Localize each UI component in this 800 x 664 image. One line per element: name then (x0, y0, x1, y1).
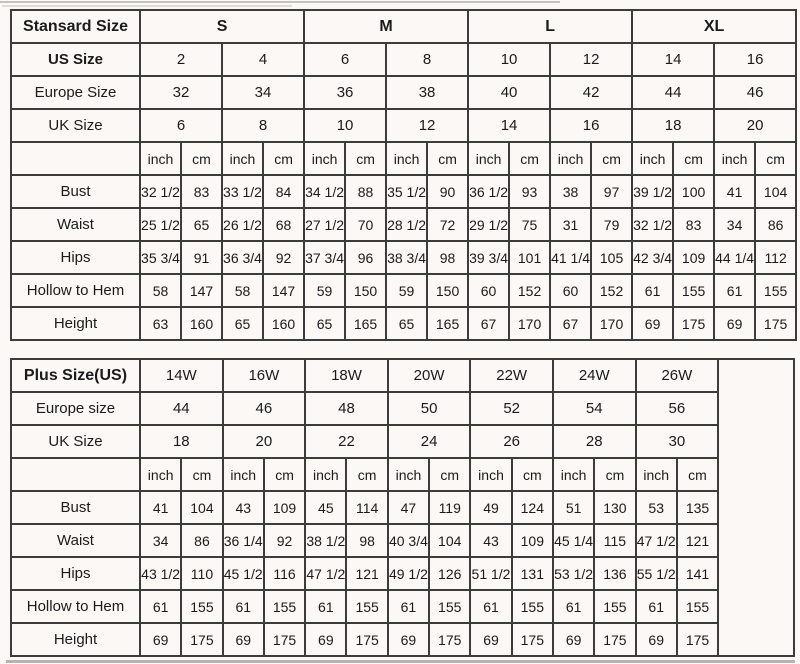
plus-size-cell: 20W (388, 359, 471, 392)
unit-header-cell: cm (427, 142, 468, 175)
row-label-height: Height (11, 623, 140, 656)
table-row (11, 590, 794, 623)
unit-header-cell: inch (468, 142, 509, 175)
height-value-cell: 170 (591, 307, 632, 340)
row-label-hollow-to-hem: Hollow to Hem (11, 590, 140, 623)
waist-value-cell: 109 (512, 524, 553, 557)
hips-value-cell: 101 (509, 241, 550, 274)
standard-table-title: Stansard Size (11, 10, 140, 43)
bust-value-cell: 100 (673, 175, 714, 208)
height-value-cell: 165 (427, 307, 468, 340)
hips-value-cell: 91 (181, 241, 222, 274)
table-row (11, 10, 796, 43)
row-label-hips: Hips (11, 241, 140, 274)
waist-value-cell: 75 (509, 208, 550, 241)
uk-size-cell: 10 (304, 109, 386, 142)
uk-size-cell: 14 (468, 109, 550, 142)
hips-value-cell: 42 3/4 (632, 241, 673, 274)
waist-value-cell: 31 (550, 208, 591, 241)
table-row (11, 524, 794, 557)
waist-value-cell: 25 1/2 (140, 208, 181, 241)
hollow-to-hem-value-cell: 61 (632, 274, 673, 307)
europe-size-cell: 44 (632, 76, 714, 109)
bust-value-cell: 90 (427, 175, 468, 208)
unit-header-cell: inch (636, 458, 677, 491)
hollow-to-hem-value-cell: 147 (263, 274, 304, 307)
plus-table-title: Plus Size(US) (11, 359, 140, 392)
hollow-to-hem-value-cell: 61 (470, 590, 511, 623)
unit-header-cell: inch (304, 142, 345, 175)
height-value-cell: 175 (264, 623, 305, 656)
waist-value-cell: 34 (714, 208, 755, 241)
hollow-to-hem-value-cell: 155 (594, 590, 635, 623)
height-value-cell: 65 (304, 307, 345, 340)
unit-header-cell: inch (222, 142, 263, 175)
scan-artifact-top-smudge (2, 5, 292, 7)
bust-value-cell: 93 (509, 175, 550, 208)
waist-value-cell: 65 (181, 208, 222, 241)
height-value-cell: 165 (345, 307, 386, 340)
bust-value-cell: 39 1/2 (632, 175, 673, 208)
hips-value-cell: 105 (591, 241, 632, 274)
bust-value-cell: 33 1/2 (222, 175, 263, 208)
bust-value-cell: 41 (714, 175, 755, 208)
hips-value-cell: 126 (429, 557, 470, 590)
unit-header-cell: cm (512, 458, 553, 491)
row-label-hollow-to-hem: Hollow to Hem (11, 274, 140, 307)
unit-header-cell: inch (140, 458, 181, 491)
europe-size-cell: 44 (140, 392, 223, 425)
unit-header-cell: inch (386, 142, 427, 175)
height-value-cell: 69 (470, 623, 511, 656)
empty-trailing-cell (718, 359, 794, 656)
height-value-cell: 69 (553, 623, 594, 656)
uk-size-cell: 28 (553, 425, 636, 458)
hollow-to-hem-value-cell: 152 (509, 274, 550, 307)
height-value-cell: 63 (140, 307, 181, 340)
europe-size-cell: 46 (714, 76, 796, 109)
unit-header-cell: cm (181, 458, 222, 491)
hips-value-cell: 35 3/4 (140, 241, 181, 274)
table-row (11, 274, 796, 307)
hips-value-cell: 112 (755, 241, 796, 274)
waist-value-cell: 86 (181, 524, 222, 557)
bust-value-cell: 109 (264, 491, 305, 524)
unit-header-cell: cm (509, 142, 550, 175)
row-label-units-blank (11, 142, 140, 175)
waist-value-cell: 92 (264, 524, 305, 557)
europe-size-cell: 42 (550, 76, 632, 109)
europe-size-cell: 38 (386, 76, 468, 109)
height-value-cell: 69 (632, 307, 673, 340)
size-group-cell: M (304, 10, 468, 43)
hollow-to-hem-value-cell: 150 (427, 274, 468, 307)
unit-header-cell: cm (673, 142, 714, 175)
hips-value-cell: 98 (427, 241, 468, 274)
unit-header-cell: cm (264, 458, 305, 491)
uk-size-cell: 30 (636, 425, 719, 458)
bust-value-cell: 104 (755, 175, 796, 208)
us-size-cell: 2 (140, 43, 222, 76)
hollow-to-hem-value-cell: 61 (223, 590, 264, 623)
unit-header-cell: inch (223, 458, 264, 491)
row-label-waist: Waist (11, 208, 140, 241)
uk-size-cell: 12 (386, 109, 468, 142)
europe-size-cell: 40 (468, 76, 550, 109)
height-value-cell: 175 (594, 623, 635, 656)
bust-value-cell: 83 (181, 175, 222, 208)
bust-value-cell: 97 (591, 175, 632, 208)
bust-value-cell: 84 (263, 175, 304, 208)
height-value-cell: 69 (714, 307, 755, 340)
europe-size-cell: 36 (304, 76, 386, 109)
uk-size-cell: 22 (305, 425, 388, 458)
unit-header-cell: inch (550, 142, 591, 175)
hips-value-cell: 55 1/2 (636, 557, 677, 590)
table-row (11, 392, 794, 425)
bust-value-cell: 34 1/2 (304, 175, 345, 208)
height-value-cell: 67 (550, 307, 591, 340)
height-value-cell: 69 (140, 623, 181, 656)
row-label-europe-size: Europe Size (11, 76, 140, 109)
hips-value-cell: 53 1/2 (553, 557, 594, 590)
hips-value-cell: 116 (264, 557, 305, 590)
waist-value-cell: 28 1/2 (386, 208, 427, 241)
waist-value-cell: 40 3/4 (388, 524, 429, 557)
waist-value-cell: 79 (591, 208, 632, 241)
row-label-uk-size: UK Size (11, 425, 140, 458)
table-row (11, 142, 796, 175)
height-value-cell: 175 (512, 623, 553, 656)
hips-value-cell: 45 1/2 (223, 557, 264, 590)
waist-value-cell: 104 (429, 524, 470, 557)
hollow-to-hem-value-cell: 155 (429, 590, 470, 623)
table-row (11, 359, 794, 392)
waist-value-cell: 34 (140, 524, 181, 557)
waist-value-cell: 29 1/2 (468, 208, 509, 241)
table-row (11, 557, 794, 590)
waist-value-cell: 26 1/2 (222, 208, 263, 241)
bust-value-cell: 51 (553, 491, 594, 524)
unit-header-cell: cm (181, 142, 222, 175)
row-label-europe-size: Europe size (11, 392, 140, 425)
bust-value-cell: 32 1/2 (140, 175, 181, 208)
unit-header-cell: inch (470, 458, 511, 491)
hollow-to-hem-value-cell: 155 (346, 590, 387, 623)
waist-value-cell: 47 1/2 (636, 524, 677, 557)
hollow-to-hem-value-cell: 155 (755, 274, 796, 307)
table-row (11, 425, 794, 458)
height-value-cell: 160 (263, 307, 304, 340)
waist-value-cell: 83 (673, 208, 714, 241)
hips-value-cell: 43 1/2 (140, 557, 181, 590)
waist-value-cell: 72 (427, 208, 468, 241)
us-size-cell: 10 (468, 43, 550, 76)
bust-value-cell: 130 (594, 491, 635, 524)
height-value-cell: 67 (468, 307, 509, 340)
height-value-cell: 170 (509, 307, 550, 340)
height-value-cell: 69 (636, 623, 677, 656)
table-row (11, 241, 796, 274)
hips-value-cell: 49 1/2 (388, 557, 429, 590)
plus-size-cell: 24W (553, 359, 636, 392)
uk-size-cell: 26 (470, 425, 553, 458)
row-label-uk-size: UK Size (11, 109, 140, 142)
height-value-cell: 175 (429, 623, 470, 656)
us-size-cell: 14 (632, 43, 714, 76)
plus-size-table (10, 358, 795, 657)
hips-value-cell: 39 3/4 (468, 241, 509, 274)
bust-value-cell: 35 1/2 (386, 175, 427, 208)
hollow-to-hem-value-cell: 60 (468, 274, 509, 307)
us-size-cell: 8 (386, 43, 468, 76)
hollow-to-hem-value-cell: 58 (140, 274, 181, 307)
europe-size-cell: 34 (222, 76, 304, 109)
uk-size-cell: 24 (388, 425, 471, 458)
size-group-cell: L (468, 10, 632, 43)
plus-size-cell: 18W (305, 359, 388, 392)
europe-size-cell: 56 (636, 392, 719, 425)
hollow-to-hem-value-cell: 155 (673, 274, 714, 307)
hips-value-cell: 136 (594, 557, 635, 590)
europe-size-cell: 32 (140, 76, 222, 109)
waist-value-cell: 86 (755, 208, 796, 241)
table-row (11, 43, 796, 76)
europe-size-cell: 48 (305, 392, 388, 425)
hollow-to-hem-value-cell: 61 (636, 590, 677, 623)
unit-header-cell: inch (553, 458, 594, 491)
uk-size-cell: 8 (222, 109, 304, 142)
hollow-to-hem-value-cell: 61 (388, 590, 429, 623)
bust-value-cell: 36 1/2 (468, 175, 509, 208)
hollow-to-hem-value-cell: 61 (305, 590, 346, 623)
hollow-to-hem-value-cell: 60 (550, 274, 591, 307)
bust-value-cell: 41 (140, 491, 181, 524)
table-row (11, 109, 796, 142)
hollow-to-hem-value-cell: 155 (512, 590, 553, 623)
plus-size-cell: 16W (223, 359, 306, 392)
europe-size-cell: 50 (388, 392, 471, 425)
row-label-us-size: US Size (11, 43, 140, 76)
hollow-to-hem-value-cell: 58 (222, 274, 263, 307)
bust-value-cell: 119 (429, 491, 470, 524)
uk-size-cell: 18 (632, 109, 714, 142)
waist-value-cell: 98 (346, 524, 387, 557)
hollow-to-hem-value-cell: 59 (386, 274, 427, 307)
uk-size-cell: 20 (714, 109, 796, 142)
row-label-waist: Waist (11, 524, 140, 557)
hips-value-cell: 36 3/4 (222, 241, 263, 274)
height-value-cell: 175 (346, 623, 387, 656)
hips-value-cell: 96 (345, 241, 386, 274)
waist-value-cell: 38 1/2 (305, 524, 346, 557)
waist-value-cell: 121 (677, 524, 718, 557)
hips-value-cell: 109 (673, 241, 714, 274)
hollow-to-hem-value-cell: 61 (140, 590, 181, 623)
unit-header-cell: cm (345, 142, 386, 175)
europe-size-cell: 54 (553, 392, 636, 425)
bust-value-cell: 45 (305, 491, 346, 524)
standard-size-table (10, 9, 797, 341)
waist-value-cell: 45 1/4 (553, 524, 594, 557)
waist-value-cell: 43 (470, 524, 511, 557)
scan-artifact-top-line (0, 1, 560, 3)
unit-header-cell: inch (714, 142, 755, 175)
height-value-cell: 65 (222, 307, 263, 340)
row-label-height: Height (11, 307, 140, 340)
hollow-to-hem-value-cell: 147 (181, 274, 222, 307)
height-value-cell: 65 (386, 307, 427, 340)
hips-value-cell: 131 (512, 557, 553, 590)
hips-value-cell: 38 3/4 (386, 241, 427, 274)
bust-value-cell: 104 (181, 491, 222, 524)
row-label-bust: Bust (11, 491, 140, 524)
unit-header-cell: cm (346, 458, 387, 491)
plus-size-cell: 14W (140, 359, 223, 392)
hips-value-cell: 44 1/4 (714, 241, 755, 274)
uk-size-cell: 18 (140, 425, 223, 458)
height-value-cell: 175 (181, 623, 222, 656)
waist-value-cell: 27 1/2 (304, 208, 345, 241)
us-size-cell: 16 (714, 43, 796, 76)
bust-value-cell: 114 (346, 491, 387, 524)
uk-size-cell: 20 (223, 425, 306, 458)
hips-value-cell: 41 1/4 (550, 241, 591, 274)
row-label-bust: Bust (11, 175, 140, 208)
hips-value-cell: 47 1/2 (305, 557, 346, 590)
scan-artifact-bottom-line (6, 660, 795, 663)
bust-value-cell: 43 (223, 491, 264, 524)
hollow-to-hem-value-cell: 155 (677, 590, 718, 623)
bust-value-cell: 124 (512, 491, 553, 524)
unit-header-cell: cm (755, 142, 796, 175)
bust-value-cell: 47 (388, 491, 429, 524)
table-row (11, 208, 796, 241)
waist-value-cell: 115 (594, 524, 635, 557)
unit-header-cell: cm (263, 142, 304, 175)
hips-value-cell: 92 (263, 241, 304, 274)
hollow-to-hem-value-cell: 61 (714, 274, 755, 307)
size-group-cell: XL (632, 10, 796, 43)
unit-header-cell: inch (388, 458, 429, 491)
us-size-cell: 12 (550, 43, 632, 76)
hollow-to-hem-value-cell: 155 (264, 590, 305, 623)
europe-size-cell: 52 (470, 392, 553, 425)
hollow-to-hem-value-cell: 59 (304, 274, 345, 307)
hollow-to-hem-value-cell: 150 (345, 274, 386, 307)
unit-header-cell: inch (140, 142, 181, 175)
plus-size-cell: 22W (470, 359, 553, 392)
bust-value-cell: 135 (677, 491, 718, 524)
hips-value-cell: 51 1/2 (470, 557, 511, 590)
bust-value-cell: 53 (636, 491, 677, 524)
height-value-cell: 69 (305, 623, 346, 656)
us-size-cell: 4 (222, 43, 304, 76)
table-row (11, 76, 796, 109)
hips-value-cell: 110 (181, 557, 222, 590)
table-row (11, 307, 796, 340)
height-value-cell: 175 (755, 307, 796, 340)
height-value-cell: 69 (388, 623, 429, 656)
table-row (11, 458, 794, 491)
unit-header-cell: cm (429, 458, 470, 491)
us-size-cell: 6 (304, 43, 386, 76)
bust-value-cell: 88 (345, 175, 386, 208)
plus-size-cell: 26W (636, 359, 719, 392)
europe-size-cell: 46 (223, 392, 306, 425)
table-row (11, 491, 794, 524)
table-row (11, 623, 794, 656)
hips-value-cell: 121 (346, 557, 387, 590)
row-label-hips: Hips (11, 557, 140, 590)
height-value-cell: 69 (223, 623, 264, 656)
hollow-to-hem-value-cell: 155 (181, 590, 222, 623)
hollow-to-hem-value-cell: 61 (553, 590, 594, 623)
size-group-cell: S (140, 10, 304, 43)
waist-value-cell: 36 1/4 (223, 524, 264, 557)
unit-header-cell: cm (677, 458, 718, 491)
height-value-cell: 160 (181, 307, 222, 340)
hips-value-cell: 141 (677, 557, 718, 590)
waist-value-cell: 32 1/2 (632, 208, 673, 241)
uk-size-cell: 6 (140, 109, 222, 142)
bust-value-cell: 49 (470, 491, 511, 524)
hollow-to-hem-value-cell: 152 (591, 274, 632, 307)
unit-header-cell: inch (305, 458, 346, 491)
waist-value-cell: 70 (345, 208, 386, 241)
table-row (11, 175, 796, 208)
unit-header-cell: cm (591, 142, 632, 175)
unit-header-cell: inch (632, 142, 673, 175)
hips-value-cell: 37 3/4 (304, 241, 345, 274)
bust-value-cell: 38 (550, 175, 591, 208)
height-value-cell: 175 (673, 307, 714, 340)
row-label-units-blank (11, 458, 140, 491)
height-value-cell: 175 (677, 623, 718, 656)
uk-size-cell: 16 (550, 109, 632, 142)
unit-header-cell: cm (594, 458, 635, 491)
waist-value-cell: 68 (263, 208, 304, 241)
